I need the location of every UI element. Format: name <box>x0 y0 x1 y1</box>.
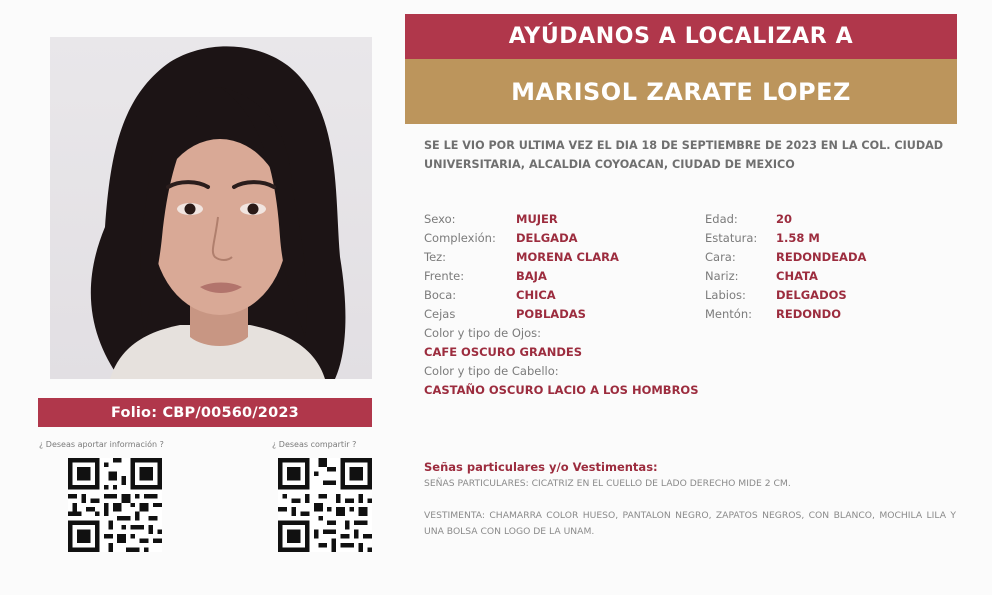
eyes-label: Color y tipo de Ojos: <box>424 326 542 340</box>
feature-value: CHATA <box>776 269 818 283</box>
clothing-text: VESTIMENTA: CHAMARRA COLOR HUESO, PANTALON NEGRO, ZAPATOS NEGROS, CON BLANCO, MOCHILA LILA Y UNA BOLSA CON LOGO DE LA UNAM. <box>424 510 956 537</box>
feature-label: Labios: <box>705 288 746 302</box>
feature-value: REDONDEADA <box>776 250 867 264</box>
marks-title: Señas particulares y/o Vestimentas: <box>424 460 658 474</box>
feature-value: 20 <box>776 212 793 226</box>
feature-value: DELGADOS <box>776 288 847 302</box>
feature-value: POBLADAS <box>516 307 586 321</box>
feature-label: Tez: <box>424 250 447 264</box>
feature-value: MUJER <box>516 212 558 226</box>
feature-value: BAJA <box>516 269 547 283</box>
feature-value: 1.58 M <box>776 231 820 245</box>
eyes-value: CAFE OSCURO GRANDES <box>424 345 583 359</box>
feature-value: MORENA CLARA <box>516 250 619 264</box>
missing-person-name: MARISOL ZARATE LOPEZ <box>405 59 957 124</box>
missing-person-photo <box>50 37 372 379</box>
qr-share-code[interactable] <box>278 458 372 552</box>
feature-label: Sexo: <box>424 212 456 226</box>
feature-label: Estatura: <box>705 231 758 245</box>
feature-label: Boca: <box>424 288 457 302</box>
feature-value: CHICA <box>516 288 556 302</box>
feature-label: Nariz: <box>705 269 739 283</box>
qr-info-caption: ¿ Deseas aportar información ? <box>39 440 164 449</box>
feature-label: Edad: <box>705 212 738 226</box>
qr-share-caption: ¿ Deseas compartir ? <box>272 440 357 449</box>
hair-value: CASTAÑO OSCURO LACIO A LOS HOMBROS <box>424 383 699 397</box>
qr-code-icon <box>278 458 372 552</box>
help-locate-banner: AYÚDANOS A LOCALIZAR A <box>405 14 957 59</box>
feature-label: Complexión: <box>424 231 496 245</box>
particular-marks-text: SEÑAS PARTICULARES: CICATRIZ EN EL CUELLO DE LADO DERECHO MIDE 2 CM. <box>424 478 791 489</box>
feature-label: Cara: <box>705 250 736 264</box>
qr-info-code[interactable] <box>68 458 162 552</box>
portrait-image <box>50 37 372 379</box>
feature-label: Mentón: <box>705 307 752 321</box>
feature-value: DELGADA <box>516 231 578 245</box>
feature-label: Cejas <box>424 307 456 321</box>
qr-code-icon <box>68 458 162 552</box>
feature-label: Frente: <box>424 269 465 283</box>
folio-banner: Folio: CBP/00560/2023 <box>38 398 372 427</box>
hair-label: Color y tipo de Cabello: <box>424 364 559 378</box>
last-seen-info: SE LE VIO POR ULTIMA VEZ EL DIA 18 DE SEPTIEMBRE DE 2023 EN LA COL. CIUDAD UNIVERSITARIA, ALCALDIA COYOACAN, CIUDAD DE MEXICO <box>424 139 944 171</box>
feature-value: REDONDO <box>776 307 841 321</box>
